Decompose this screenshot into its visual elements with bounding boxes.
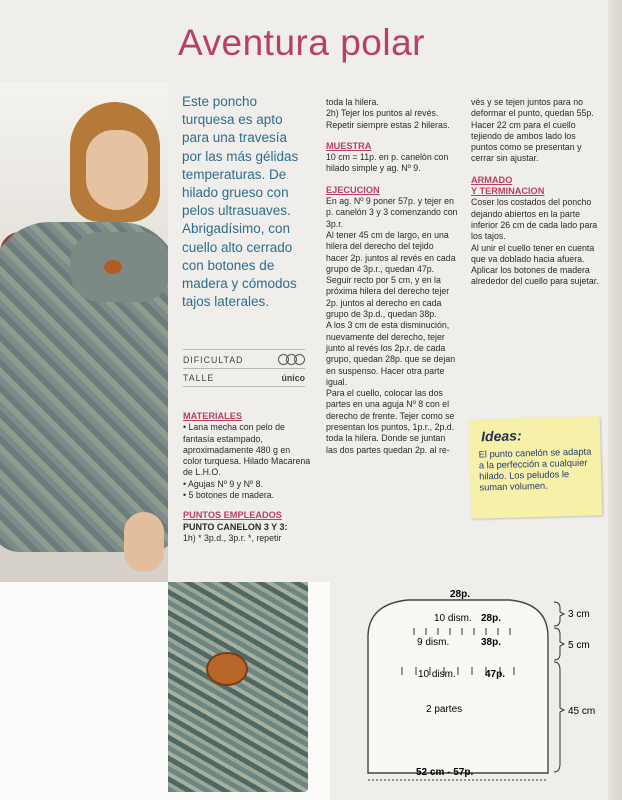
gauge-text: 10 cm = 11p. en p. canelón con hilado simple y ag. Nº 9. <box>326 152 449 174</box>
paragraph: vés y se tejen juntos para no deformar el punto, quedan 55p. <box>471 97 594 119</box>
ratings-box <box>183 349 305 387</box>
difficulty-row <box>183 349 305 368</box>
poncho-outline <box>368 600 548 773</box>
paragraph: toda la hilera. <box>326 97 379 107</box>
knit-detail-photo <box>0 582 330 800</box>
stitch-text: 1h) * 3p.d., 3p.r. *, repetir <box>183 532 282 543</box>
column-1 <box>183 405 311 544</box>
column-2 <box>326 97 458 456</box>
dim-3cm: 3 cm <box>568 609 590 620</box>
ideas-note <box>469 416 603 518</box>
material-item: • 5 botones de madera. <box>183 490 275 501</box>
difficulty-label: DIFICULTAD <box>183 354 244 365</box>
paragraph: Seguir recto por 5 cm, y en la próxima hilera del derecho tejer 2p. juntos al derecho en cada grupo de 3p.d., quedan 38p. <box>326 275 450 320</box>
page-edge <box>608 0 622 800</box>
top-count: 28p. <box>450 589 471 600</box>
assembly-heading-2: Y TERMINACION <box>471 186 545 197</box>
stitches-heading: PUNTOS EMPLEADOS <box>183 510 282 521</box>
paragraph: Coser los costados del poncho dejando abiertos en la parte inferior 26 cm de cada lado para los tajos. <box>471 197 598 242</box>
ideas-body: El punto canelón se adapta a la perfección a cualquier hilado. Los peludos le suman volumen. <box>478 446 592 493</box>
dim-45cm: 45 cm <box>568 706 596 717</box>
dim-5cm: 5 cm <box>568 640 590 651</box>
assembly-heading: ARMADO <box>471 174 513 185</box>
paragraph: Para el cuello, colocar las dos partes en una aguja Nº 8 con el derecho de frente. Tejer como se presentan los puntos, 1p.r., 2p.d. toda la hilera. Donde se juntan las dos partes quedan 2p. al re- <box>326 388 455 455</box>
paragraph: 2h) Tejer los puntos al revés. Repetir siempre estas 2 hileras. <box>326 108 450 130</box>
paragraph: A los 3 cm de esta disminución, nuevamente del derecho, tejer junto al revés los 2p.r. de cada grupo, quedan 28p. que se dejan en suspenso. Hacer otra parte igual. <box>326 320 456 387</box>
intro-text: Este poncho turquesa es apto para una travesía por las más gélidas temperaturas. De hilado grueso con pelos ultrasuaves. Abrigadísimo, con cuello alto cerrado con botones de madera y cómodos tajos laterales. <box>182 94 299 310</box>
paragraph: Aplicar los botones de madera alrededor del cuello para sujetar. <box>471 265 599 287</box>
paragraph: Al tener 45 cm de largo, en una hilera del derecho del tejido hacer 2p. juntos al revés en cada grupo de 3p.r., quedan 47p. <box>326 229 456 274</box>
materials-heading: MATERIALES <box>183 411 243 421</box>
material-item: • Lana mecha con pelo de fantasía estampado, aproximadamente 480 g en color turquesa. Hilado Macarena de L.H.O. <box>183 422 311 478</box>
stitch-name: PUNTO CANELON 3 Y 3: <box>183 521 288 532</box>
size-row <box>183 368 305 387</box>
row3-count: 47p. <box>485 669 506 680</box>
size-label: TALLE <box>183 373 215 383</box>
column-3 <box>471 97 599 288</box>
paragraph: Al unir el cuello tener en cuenta que va doblado hacia afuera. <box>471 242 595 264</box>
difficulty-icon <box>281 354 305 365</box>
row1-label: 10 dism. <box>434 613 472 624</box>
pattern-diagram <box>330 582 622 800</box>
ideas-title: Ideas: <box>480 427 522 445</box>
row3-label: 10 dism. <box>418 669 456 680</box>
execution-heading: EJECUCION <box>326 184 380 195</box>
material-item: • Agujas Nº 9 y Nº 8. <box>183 478 263 489</box>
width-label: 52 cm - 57p. <box>416 767 474 778</box>
gauge-heading: MUESTRA <box>326 140 372 151</box>
row1-count: 28p. <box>481 613 502 624</box>
model-photo <box>0 82 168 582</box>
paragraph: En ag. Nº 9 poner 57p. y tejer en p. canelón 3 y 3 comenzando con 3p.r. <box>326 196 458 229</box>
paragraph: Hacer 22 cm para el cuello tejiendo de ambos lado los puntos como se presentan y cerrar sin ajustar. <box>471 119 582 164</box>
page-title: Aventura polar <box>178 22 425 63</box>
wooden-button-image <box>206 652 248 686</box>
size-value: único <box>281 373 305 383</box>
parts-label: 2 partes <box>426 704 463 715</box>
row2-count: 38p. <box>481 637 502 648</box>
row2-label: 9 dism. <box>417 637 450 648</box>
